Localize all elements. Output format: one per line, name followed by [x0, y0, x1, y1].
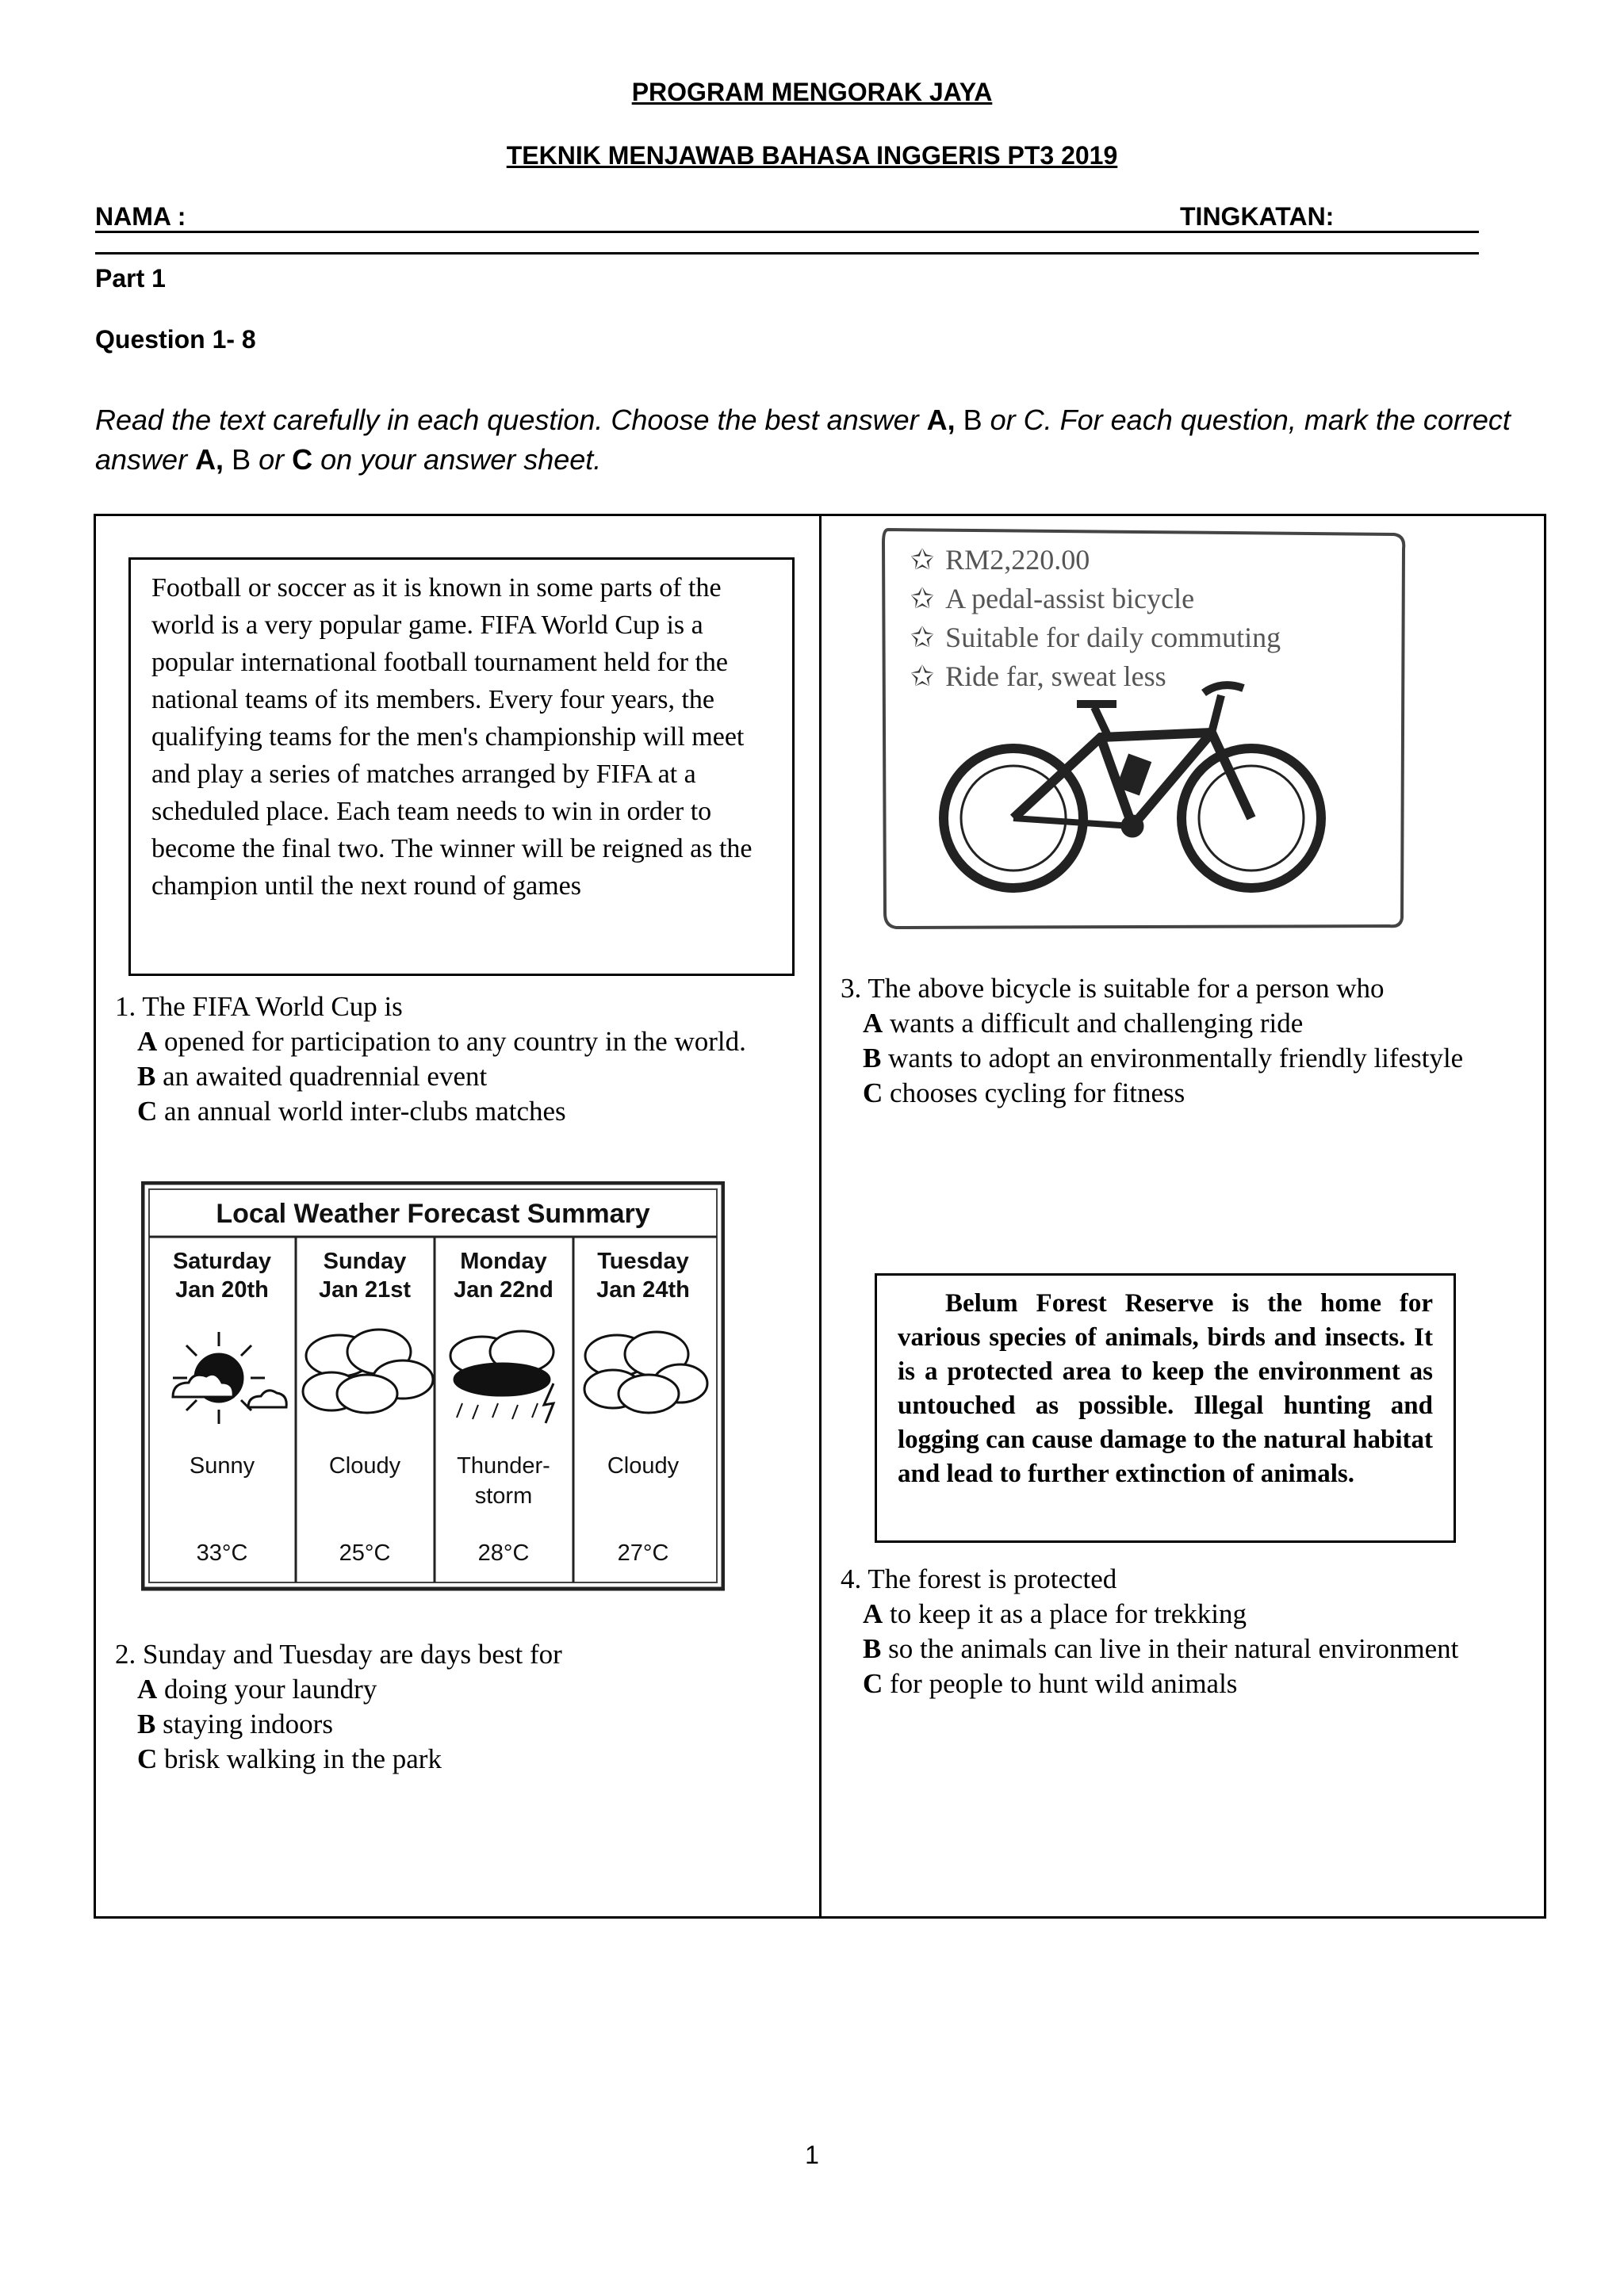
question-range: Question 1- 8 — [95, 325, 256, 354]
question-1-option-a[interactable]: A opened for participation to any country in the world. — [137, 1026, 746, 1057]
bicycle-advert-features — [910, 541, 1281, 696]
part-heading: Part 1 — [95, 264, 166, 293]
document-title: PROGRAM MENGORAK JAYA — [631, 78, 993, 106]
form-label: TINGKATAN: — [1180, 202, 1335, 231]
forecast-date-monday: Jan 22nd — [454, 1277, 553, 1303]
question-2-option-c[interactable]: C brisk walking in the park — [137, 1743, 442, 1774]
forecast-condition-saturday: Sunny — [189, 1453, 255, 1479]
forecast-date-saturday: Jan 20th — [175, 1277, 269, 1303]
football-passage: Football or soccer as it is known in some parts of the world is a very popular game. FIFA World Cup is a popular international football tournament held for the national teams of its members. Every four years, the qualifying teams for the men's championship will meet and play a series of matches arranged by FIFA at a scheduled place. Each team needs to win in order to become the final two. The winner will be reigned as the champion until the next round of games — [151, 573, 753, 901]
name-label: NAMA : — [95, 202, 186, 231]
forecast-day-sunday: Sunday — [323, 1249, 407, 1274]
question-4-stem: 4. The forest is protected — [841, 1563, 1117, 1594]
forecast-temp-sunday: 25°C — [339, 1540, 391, 1566]
column-divider — [819, 514, 822, 1919]
forecast-date-sunday: Jan 21st — [318, 1277, 412, 1303]
football-passage-box — [128, 557, 795, 976]
bicycle-advert-image — [879, 525, 1410, 931]
question-1-option-b[interactable]: B an awaited quadrennial event — [137, 1061, 488, 1092]
question-3-stem: 3. The above bicycle is suitable for a person who — [841, 973, 1385, 1004]
forecast-title: Local Weather Forecast Summary — [216, 1199, 650, 1229]
forecast-temp-monday: 28°C — [477, 1540, 530, 1566]
question-2-option-b[interactable]: B staying indoors — [137, 1709, 333, 1739]
question-2-option-a[interactable]: A doing your laundry — [137, 1674, 377, 1705]
question-1 — [115, 989, 813, 1129]
question-4-option-b[interactable]: B so the animals can live in their natural environment — [863, 1633, 1459, 1664]
forecast-temp-tuesday: 27°C — [617, 1540, 669, 1566]
question-4-option-c[interactable]: C for people to hunt wild animals — [863, 1668, 1238, 1699]
forecast-date-tuesday: Jan 24th — [596, 1277, 690, 1303]
forecast-condition-sunday: Cloudy — [328, 1453, 401, 1479]
question-4-option-a[interactable]: A to keep it as a place for trekking — [863, 1598, 1247, 1629]
forecast-day-tuesday: Tuesday — [597, 1249, 689, 1274]
page-number: 1 — [805, 2141, 819, 2169]
question-1-option-c[interactable]: C an annual world inter-clubs matches — [137, 1096, 566, 1127]
forecast-condition-monday: Thunder- — [457, 1453, 550, 1479]
advert-feature: ✩ Ride far, sweat less — [910, 657, 1281, 696]
question-3 — [841, 971, 1538, 1111]
question-2-stem: 2. Sunday and Tuesday are days best for — [115, 1639, 562, 1670]
weather-forecast-image — [141, 1181, 725, 1594]
advert-feature: ✩ Suitable for daily commuting — [910, 618, 1281, 657]
forecast-condition-tuesday: Cloudy — [607, 1453, 680, 1479]
question-4 — [841, 1562, 1538, 1701]
question-3-option-c[interactable]: C chooses cycling for fitness — [863, 1077, 1185, 1108]
question-2 — [115, 1637, 797, 1777]
forest-passage: Belum Forest Reserve is the home for various species of animals, birds and insects. It is a protected area to keep the environment as untouched as possible. Illegal hunting and logging can cause damage to the natural habitat and lead to further extinction of animals. — [898, 1289, 1433, 1488]
instructions: Read the text carefully in each question. Choose the best answer A, B or C. For each question, mark the correct answer A, B or C on your answer sheet. — [95, 404, 1511, 476]
forecast-condition-monday-2: storm — [474, 1483, 533, 1509]
header-rule — [95, 252, 1479, 254]
forecast-temp-saturday: 33°C — [196, 1540, 248, 1566]
forest-passage-box — [875, 1273, 1456, 1543]
advert-feature: ✩ A pedal-assist bicycle — [910, 580, 1281, 618]
forecast-day-monday: Monday — [460, 1249, 547, 1274]
question-3-option-a[interactable]: A wants a difficult and challenging ride — [863, 1008, 1304, 1039]
question-1-stem: 1. The FIFA World Cup is — [115, 991, 403, 1022]
question-3-option-b[interactable]: B wants to adopt an environmentally friendly lifestyle — [863, 1043, 1464, 1073]
document-subtitle: TEKNIK MENJAWAB BAHASA INGGERIS PT3 2019 — [506, 141, 1118, 170]
forecast-day-saturday: Saturday — [172, 1249, 272, 1274]
advert-price: ✩ RM2,220.00 — [910, 541, 1281, 580]
